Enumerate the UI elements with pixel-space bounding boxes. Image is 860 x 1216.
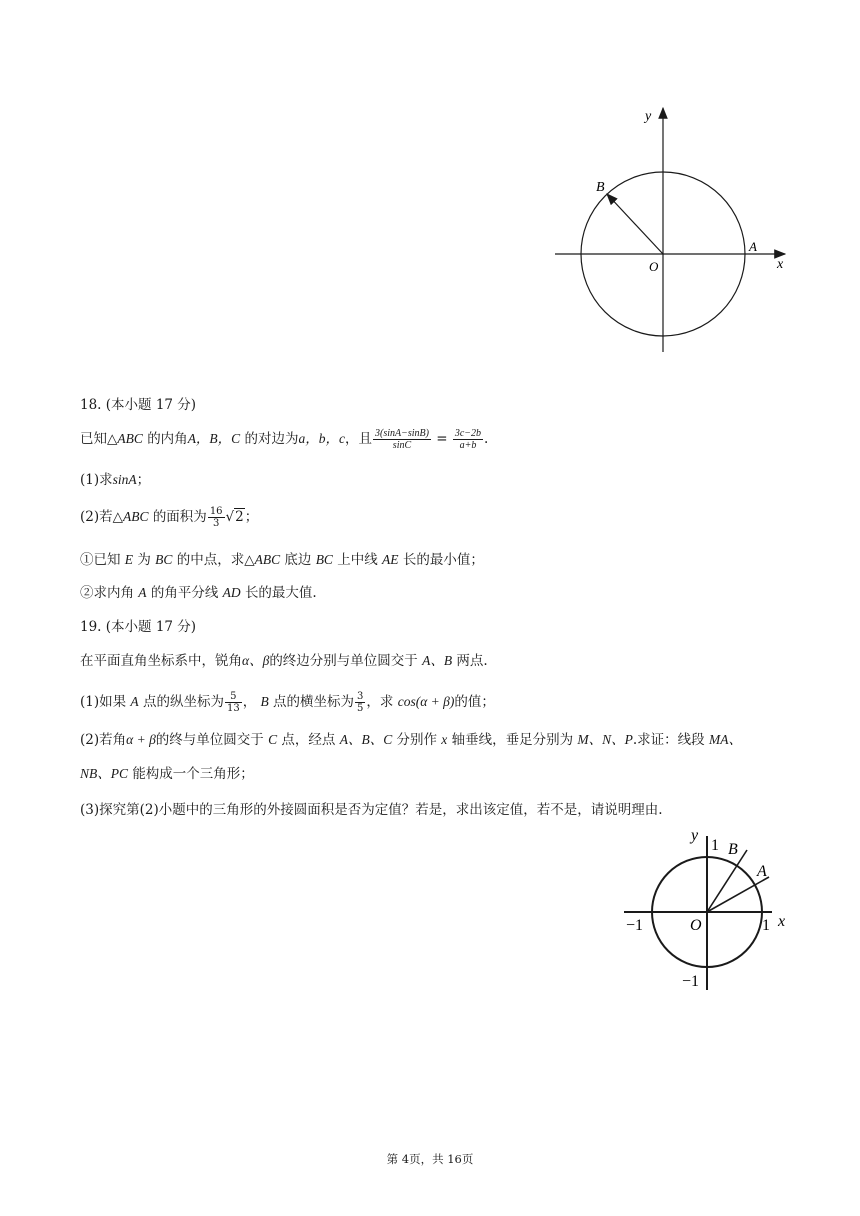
label-a: A xyxy=(749,239,757,254)
label-x: x xyxy=(778,913,786,930)
q19-part3: (3)探究第(2)小题中的三角形的外接圆面积是否为定值？若是，求出该定值，若不是，请说明理由. xyxy=(80,802,663,818)
page-footer: 第 4页，共 16页 xyxy=(386,1152,474,1166)
q19-part2-line1: (2)若角α + β的终与单位圆交于 C 点，经点 A、B、C 分别作 x 轴垂线，垂足分别为 M、N、P.求证：线段 MA、 xyxy=(80,732,742,748)
label-o: O xyxy=(690,917,702,934)
ray-ob xyxy=(707,850,747,912)
label-neg1-left: −1 xyxy=(626,917,644,934)
label-1-top: 1 xyxy=(711,837,719,854)
q18-header: 18. (本小题 17 分) xyxy=(80,397,197,413)
fraction-lhs: $\frac{3(\sin A-\sin B)}{\sin C}$ xyxy=(374,428,429,451)
fraction-rhs: $\frac{3c-2b}{a+b}$ xyxy=(454,428,482,451)
q18-part2: (2)若△ABC 的面积为 $\frac{16}{3}$ √2； xyxy=(80,506,259,529)
label-o: O xyxy=(649,259,659,274)
q19-stem: 在平面直角坐标系中，锐角α、β的终边分别与单位圆交于 A、B 两点. xyxy=(80,653,488,669)
q18-part1: (1)求sinA； xyxy=(80,472,151,488)
fraction-area: $\frac{16}{3}$ xyxy=(209,506,223,529)
q19-part1: (1)如果 A 点的纵坐标为 $\frac{5}{13}$ ， B 点的横坐标为 $\frac{3}{5}$ ，求 cos(α + β)的值； xyxy=(80,691,495,714)
figure-unit-circle-2 xyxy=(620,822,795,994)
q18-stem: 已知△ABC 的内角A，B，C 的对边为a，b，c，且 $\frac{3(\sin A-\sin B)}{\sin C}$ = $\frac{3c-2b}{a+b}$ . xyxy=(80,428,489,451)
fraction-5-13: $\frac{5}{13}$ xyxy=(226,691,240,714)
q19-header: 19. (本小题 17 分) xyxy=(80,619,197,635)
label-b: B xyxy=(728,841,738,858)
q19-part2-line2: NB、PC 能构成一个三角形； xyxy=(80,766,254,782)
label-y: y xyxy=(691,827,699,844)
figure-unit-circle-1 xyxy=(545,100,805,360)
q18-sub2: ②求内角 A 的角平分线 AD 长的最大值. xyxy=(80,585,317,601)
label-1-right: 1 xyxy=(762,917,770,934)
label-neg1-bottom: −1 xyxy=(682,973,700,990)
label-b: B xyxy=(596,180,605,195)
vector-ob xyxy=(607,194,663,254)
label-y: y xyxy=(645,109,652,124)
label-x: x xyxy=(777,257,784,272)
label-a: A xyxy=(757,863,767,880)
q18-sub1: ①已知 E 为 BC 的中点，求△ABC 底边 BC 上中线 AE 长的最小值； xyxy=(80,552,484,568)
fraction-3-5: $\frac{3}{5}$ xyxy=(357,691,364,714)
